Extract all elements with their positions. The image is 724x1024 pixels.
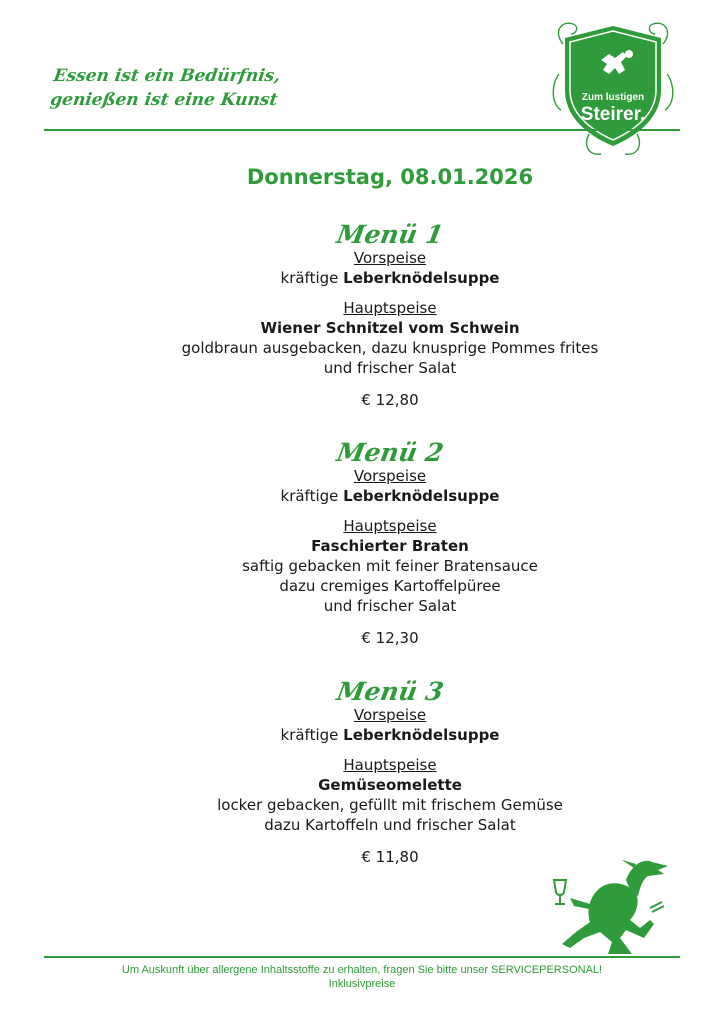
starter-line bbox=[0, 268, 724, 288]
allergen-notice: Um Auskunft über allergene Inhaltsstoffe zu erhalten, fragen Sie bitte unser SERVICEPERSONAL! bbox=[121, 964, 603, 976]
starter-name: Leberknödelsuppe bbox=[343, 487, 500, 505]
starter-prefix: kräftige bbox=[280, 269, 339, 287]
main-description: saftig gebacken mit feiner Bratensauce bbox=[242, 557, 538, 575]
main-name: Wiener Schnitzel vom Schwein bbox=[260, 319, 520, 337]
logo-line-2: Steirer. bbox=[580, 104, 646, 125]
starter-line bbox=[0, 486, 724, 506]
starter-label: Vorspeise bbox=[353, 706, 427, 724]
starter-name: Leberknödelsuppe bbox=[343, 726, 500, 744]
main-description: locker gebacken, gefüllt mit frischem Gemüse bbox=[217, 796, 563, 814]
main-description: goldbraun ausgebacken, dazu knusprige Pommes frites bbox=[181, 339, 599, 357]
restaurant-logo bbox=[549, 14, 677, 162]
starter-line bbox=[0, 725, 724, 745]
main-description: dazu Kartoffeln und frischer Salat bbox=[264, 816, 516, 834]
menu-title: Menü 2 bbox=[334, 438, 446, 467]
main-description: dazu cremiges Kartoffelpüree bbox=[279, 577, 501, 595]
slogan-line-2: genießen ist eine Kunst bbox=[48, 90, 279, 110]
footer bbox=[0, 963, 724, 991]
menu-date: Donnerstag, 08.01.2026 bbox=[246, 165, 534, 189]
menu-price: € 12,30 bbox=[361, 629, 419, 647]
shield-shape bbox=[565, 26, 661, 146]
slogan-line-1: Essen ist ein Bedürfnis, bbox=[52, 66, 282, 86]
footer-divider bbox=[44, 956, 680, 958]
starter-prefix: kräftige bbox=[280, 726, 339, 744]
main-label: Hauptspeise bbox=[343, 299, 437, 317]
menu-block-1 bbox=[0, 222, 724, 410]
logo-line-1: Zum lustigen bbox=[581, 92, 645, 103]
menu-price: € 11,80 bbox=[361, 848, 419, 866]
starter-name: Leberknödelsuppe bbox=[343, 269, 500, 287]
main-description: und frischer Salat bbox=[323, 359, 457, 377]
price-note: Inklusivpreise bbox=[328, 978, 396, 990]
header-divider bbox=[44, 129, 680, 131]
menu-title: Menü 3 bbox=[334, 677, 446, 706]
waiter-mascot-icon bbox=[540, 858, 675, 956]
menu-block-3 bbox=[0, 679, 724, 867]
main-name: Gemüseomelette bbox=[318, 776, 462, 794]
main-label: Hauptspeise bbox=[343, 517, 437, 535]
main-label: Hauptspeise bbox=[343, 756, 437, 774]
menu-title: Menü 1 bbox=[334, 220, 446, 249]
menu-block-2 bbox=[0, 440, 724, 648]
starter-prefix: kräftige bbox=[280, 487, 339, 505]
starter-label: Vorspeise bbox=[353, 249, 427, 267]
main-name: Faschierter Braten bbox=[311, 537, 469, 555]
menu-price: € 12,80 bbox=[361, 391, 419, 409]
starter-label: Vorspeise bbox=[353, 467, 427, 485]
slogan bbox=[49, 64, 356, 112]
main-description: und frischer Salat bbox=[323, 597, 457, 615]
